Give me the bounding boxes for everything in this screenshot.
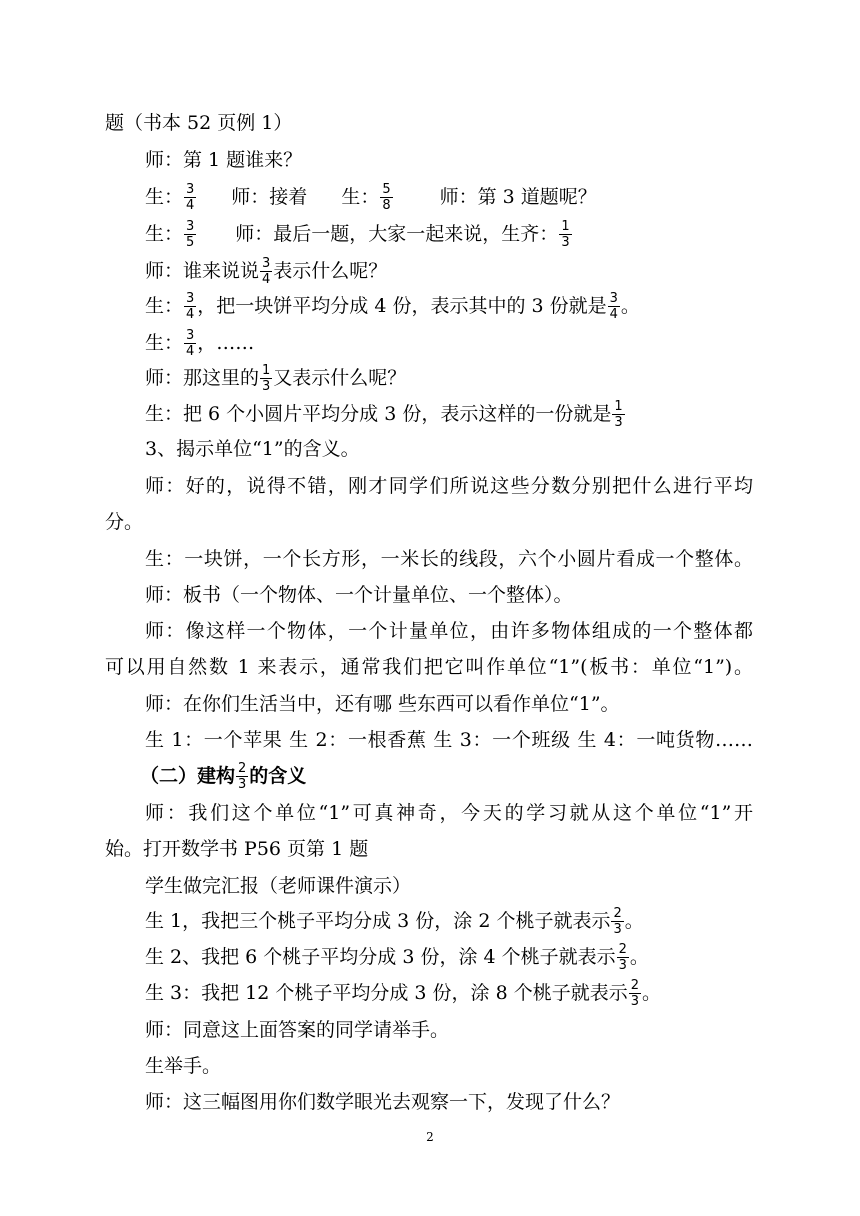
text-line (145, 140, 302, 180)
line-text: 师：谁来说说 (145, 260, 260, 282)
line-text: 师：我们这个单位“1”可真神奇，今天的学习就从这个单位“1”开 (145, 802, 753, 824)
text-line (145, 539, 753, 579)
text-line (145, 214, 573, 254)
line-text: 。 (624, 910, 644, 932)
fraction-numerator: 1 (262, 362, 271, 378)
fraction (608, 291, 620, 322)
line-text: 生 3：我把 12 个桃子平均分成 3 份，涂 8 个桃子就表示 (145, 982, 628, 1004)
fraction-denominator: 3 (618, 957, 627, 973)
fraction-denominator: 3 (614, 414, 623, 430)
text-line (145, 901, 644, 941)
fraction-denominator: 3 (630, 993, 640, 1009)
line-text: ，把一块饼平均分成 4 份，表示其中的 3 份就是 (197, 295, 607, 317)
line-text: 师：板书（一个物体、一个计量单位、一个整体）。 (145, 584, 573, 606)
line-text: 生举手。 (145, 1055, 222, 1077)
fraction (184, 219, 196, 250)
fraction-denominator: 4 (262, 271, 271, 287)
line-text: 。 (629, 946, 649, 968)
text-line (145, 394, 626, 434)
line-text: 表示什么呢？ (273, 260, 388, 282)
section-heading (140, 756, 306, 796)
text-line (145, 358, 406, 398)
fraction (617, 942, 629, 973)
line-text: 师：在你们生活当中，还有哪 些东西可以看作单位“1”。 (145, 693, 620, 715)
text-line (145, 323, 254, 363)
line-text: 师：像这样一个物体，一个计量单位，由许多物体组成的一个整体都 (145, 620, 753, 642)
line-text: 3、揭示单位“1”的含义。 (145, 438, 360, 460)
fraction (611, 906, 623, 937)
line-text: 师：第 3 道题呢？ (439, 186, 597, 208)
fraction-denominator: 4 (186, 343, 195, 359)
fraction (184, 291, 196, 322)
text-line (145, 575, 573, 615)
fraction-numerator: 5 (382, 181, 391, 197)
fraction (629, 978, 641, 1009)
line-text: 师：那这里的 (145, 367, 260, 389)
text-line (105, 502, 143, 542)
fraction-numerator: 3 (186, 181, 195, 197)
line-text: 生 1：一个苹果 生 2：一根香蕉 生 3：一个班级 生 4：一吨货物…… (145, 729, 753, 751)
fraction-numerator: 2 (630, 977, 640, 993)
text-line (145, 684, 620, 724)
text-line (145, 251, 387, 291)
fraction (184, 328, 196, 359)
line-text: 师：第 1 题谁来？ (145, 149, 303, 171)
line-text: 生 2、我把 6 个桃子平均分成 3 份，涂 4 个桃子就表示 (145, 946, 616, 968)
text-line (105, 647, 753, 687)
fraction-numerator: 2 (618, 941, 627, 957)
line-text: 生： (145, 186, 184, 208)
line-text: 师：这三幅图用你们数学眼光去观察一下，发现了什么？ (145, 1091, 621, 1113)
fraction-denominator: 8 (382, 197, 391, 213)
line-text: 生 1，我把三个桃子平均分成 3 份，涂 2 个桃子就表示 (145, 910, 611, 932)
fraction (380, 182, 392, 213)
fraction-denominator: 3 (613, 921, 622, 937)
text-line (145, 1082, 620, 1122)
fraction (184, 182, 196, 213)
line-text: 生：一块饼，一个长方形，一米长的线段，六个小圆片看成一个整体。 (145, 548, 753, 570)
text-line (145, 866, 411, 906)
fraction-denominator: 5 (186, 234, 195, 250)
line-text: 题（书本 52 页例 1） (105, 112, 293, 134)
text-line (145, 466, 753, 506)
fraction-numerator: 2 (613, 905, 622, 921)
fraction-denominator: 4 (186, 197, 195, 213)
text-line (145, 720, 753, 760)
fraction-denominator: 4 (186, 306, 195, 322)
fraction (236, 761, 248, 792)
text-line (145, 177, 597, 217)
fraction-numerator: 1 (614, 398, 623, 414)
line-text: 。 (642, 982, 662, 1004)
fraction-denominator: 3 (561, 234, 570, 250)
text-line (145, 973, 661, 1013)
line-text: 始。打开数学书 P56 页第 1 题 (105, 838, 369, 860)
fraction-numerator: 3 (186, 327, 195, 343)
line-text: 生： (145, 223, 184, 245)
page-number: 2 (426, 1130, 434, 1144)
text-line (145, 611, 753, 651)
line-text: 可以用自然数 1 来表示，通常我们把它叫作单位“1”(板书：单位“1”)。 (105, 656, 753, 678)
text-line (145, 286, 640, 326)
fraction-denominator: 3 (262, 378, 271, 394)
text-line (105, 103, 292, 143)
line-text: 师：最后一题，大家一起来说，生齐： (235, 223, 559, 245)
line-text: ，…… (197, 332, 255, 354)
fraction-denominator: 4 (609, 306, 618, 322)
line-text: 分。 (105, 511, 144, 533)
text-line (145, 937, 649, 977)
line-text: 生：把 6 个小圆片平均分成 3 份，表示这样的一份就是 (145, 403, 612, 425)
line-text: 师：同意这上面答案的同学请举手。 (145, 1019, 450, 1041)
line-text: 生： (145, 332, 184, 354)
line-text: 生： (145, 295, 184, 317)
fraction-numerator: 2 (238, 760, 247, 776)
fraction-numerator: 3 (186, 290, 195, 306)
line-text: 学生做完汇报（老师课件演示） (145, 875, 412, 897)
fraction (260, 256, 272, 287)
text-line (145, 793, 753, 833)
fraction-denominator: 3 (238, 776, 247, 792)
fraction-numerator: 3 (262, 255, 271, 271)
line-text: 又表示什么呢？ (273, 367, 407, 389)
fraction (612, 399, 624, 430)
text-line (105, 829, 368, 869)
line-text: 生： (341, 186, 380, 208)
fraction-numerator: 1 (561, 218, 570, 234)
text-line (145, 1046, 221, 1086)
fraction (559, 219, 571, 250)
text-line (145, 1010, 449, 1050)
line-text: 师：好的，说得不错，刚才同学们所说这些分数分别把什么进行平均 (145, 475, 753, 497)
fraction-numerator: 3 (186, 218, 195, 234)
heading-text: 的含义 (249, 765, 307, 787)
fraction-numerator: 3 (609, 290, 618, 306)
fraction (260, 363, 272, 394)
line-text: 。 (620, 295, 640, 317)
text-line (145, 429, 360, 469)
line-text: 师：接着 (231, 186, 308, 208)
heading-text: （二）建构 (140, 765, 236, 787)
